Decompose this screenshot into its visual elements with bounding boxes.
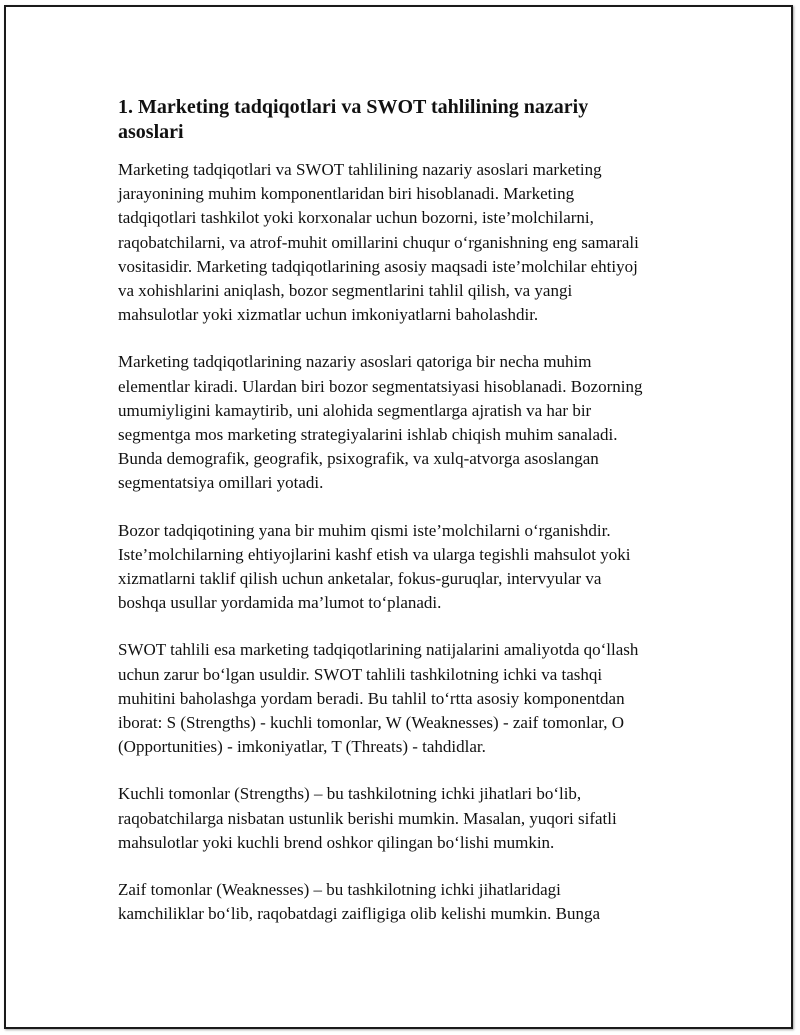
document-content (118, 95, 693, 949)
heading-line: 1. Marketing tadqiqotlari va SWOT tahlilining nazariy (118, 96, 589, 118)
text-line: mahsulotlar yoki kuchli brend oshkor qilingan bo‘lishi mumkin. (118, 832, 555, 852)
text-line: segmentatsiya omillari yotadi. (118, 473, 324, 493)
text-line: Iste’molchilarning ehtiyojlarini kashf etish va ularga tegishli mahsulot yoki (118, 544, 631, 564)
text-line: SWOT tahlili esa marketing tadqiqotlarining natijalarini amaliyotda qo‘llash (118, 640, 639, 660)
text-line: uchun zarur bo‘lgan usuldir. SWOT tahlili tashkilotning ichki va tashqi (118, 664, 603, 684)
text-line: raqobatchilarga nisbatan ustunlik berishi mumkin. Masalan, yuqori sifatli (118, 808, 617, 828)
paragraph-consumers (118, 519, 693, 616)
section-heading (118, 95, 693, 145)
text-line: Marketing tadqiqotlari va SWOT tahlilining nazariy asoslari marketing (118, 160, 602, 179)
text-line: va xohishlarini aniqlash, bozor segmentlarini tahlil qilish, va yangi (118, 281, 573, 301)
text-line: Kuchli tomonlar (Strengths) – bu tashkilotning ichki jihatlari bo‘lib, (118, 784, 582, 804)
paragraph-intro (118, 158, 693, 327)
text-line: mahsulotlar yoki xizmatlar uchun imkoniyatlarni baholashdir. (118, 305, 539, 325)
text-line: jarayonining muhim komponentlaridan biri hisoblanadi. Marketing (118, 184, 575, 204)
text-line: tadqiqotlari tashkilot yoki korxonalar uchun bozorni, iste’molchilarni, (118, 208, 594, 228)
paragraph-strengths (118, 782, 693, 855)
text-line: boshqa usullar yordamida ma’lumot to‘planadi. (118, 593, 442, 613)
text-line: Marketing tadqiqotlarining nazariy asoslari qatoriga bir necha muhim (118, 352, 592, 372)
text-line: Bunda demografik, geografik, psixografik, va xulq-atvorga asoslangan (118, 449, 599, 469)
text-line: umumiyligini kamaytirib, uni alohida segmentlarga ajratish va har bir (118, 400, 592, 420)
text-line: segmentga mos marketing strategiyalarini ishlab chiqish muhim sanaladi. (118, 425, 618, 445)
paragraph-swot (118, 638, 693, 759)
text-line: Bozor tadqiqotining yana bir muhim qismi iste’molchilarni o‘rganishdir. (118, 520, 611, 540)
text-line: iborat: S (Strengths) - kuchli tomonlar, W (Weaknesses) - zaif tomonlar, O (118, 713, 625, 733)
paragraph-weaknesses (118, 878, 693, 926)
text-line: xizmatlarni taklif qilish uchun anketalar, fokus-guruqlar, intervyular va (118, 569, 602, 589)
heading-line: asoslari (118, 121, 184, 143)
text-line: muhitini baholashga yordam beradi. Bu tahlil to‘rtta asosiy komponentdan (118, 688, 625, 708)
text-line: raqobatchilarni, va atrof-muhit omillarini chuqur o‘rganishning eng samarali (118, 232, 639, 252)
text-line: elementlar kiradi. Ulardan biri bozor segmentatsiyasi hisoblanadi. Bozorning (118, 376, 643, 396)
text-line: (Opportunities) - imkoniyatlar, T (Threats) - tahdidlar. (118, 737, 486, 757)
paragraph-theory (118, 350, 693, 495)
text-line: kamchiliklar bo‘lib, raqobatdagi zaifligiga olib kelishi mumkin. Bunga (118, 904, 601, 924)
text-line: Zaif tomonlar (Weaknesses) – bu tashkilotning ichki jihatlaridagi (118, 880, 561, 900)
text-line: vositasidir. Marketing tadqiqotlarining asosiy maqsadi iste’molchilar ehtiyoj (118, 256, 638, 276)
document-page (4, 5, 793, 1029)
